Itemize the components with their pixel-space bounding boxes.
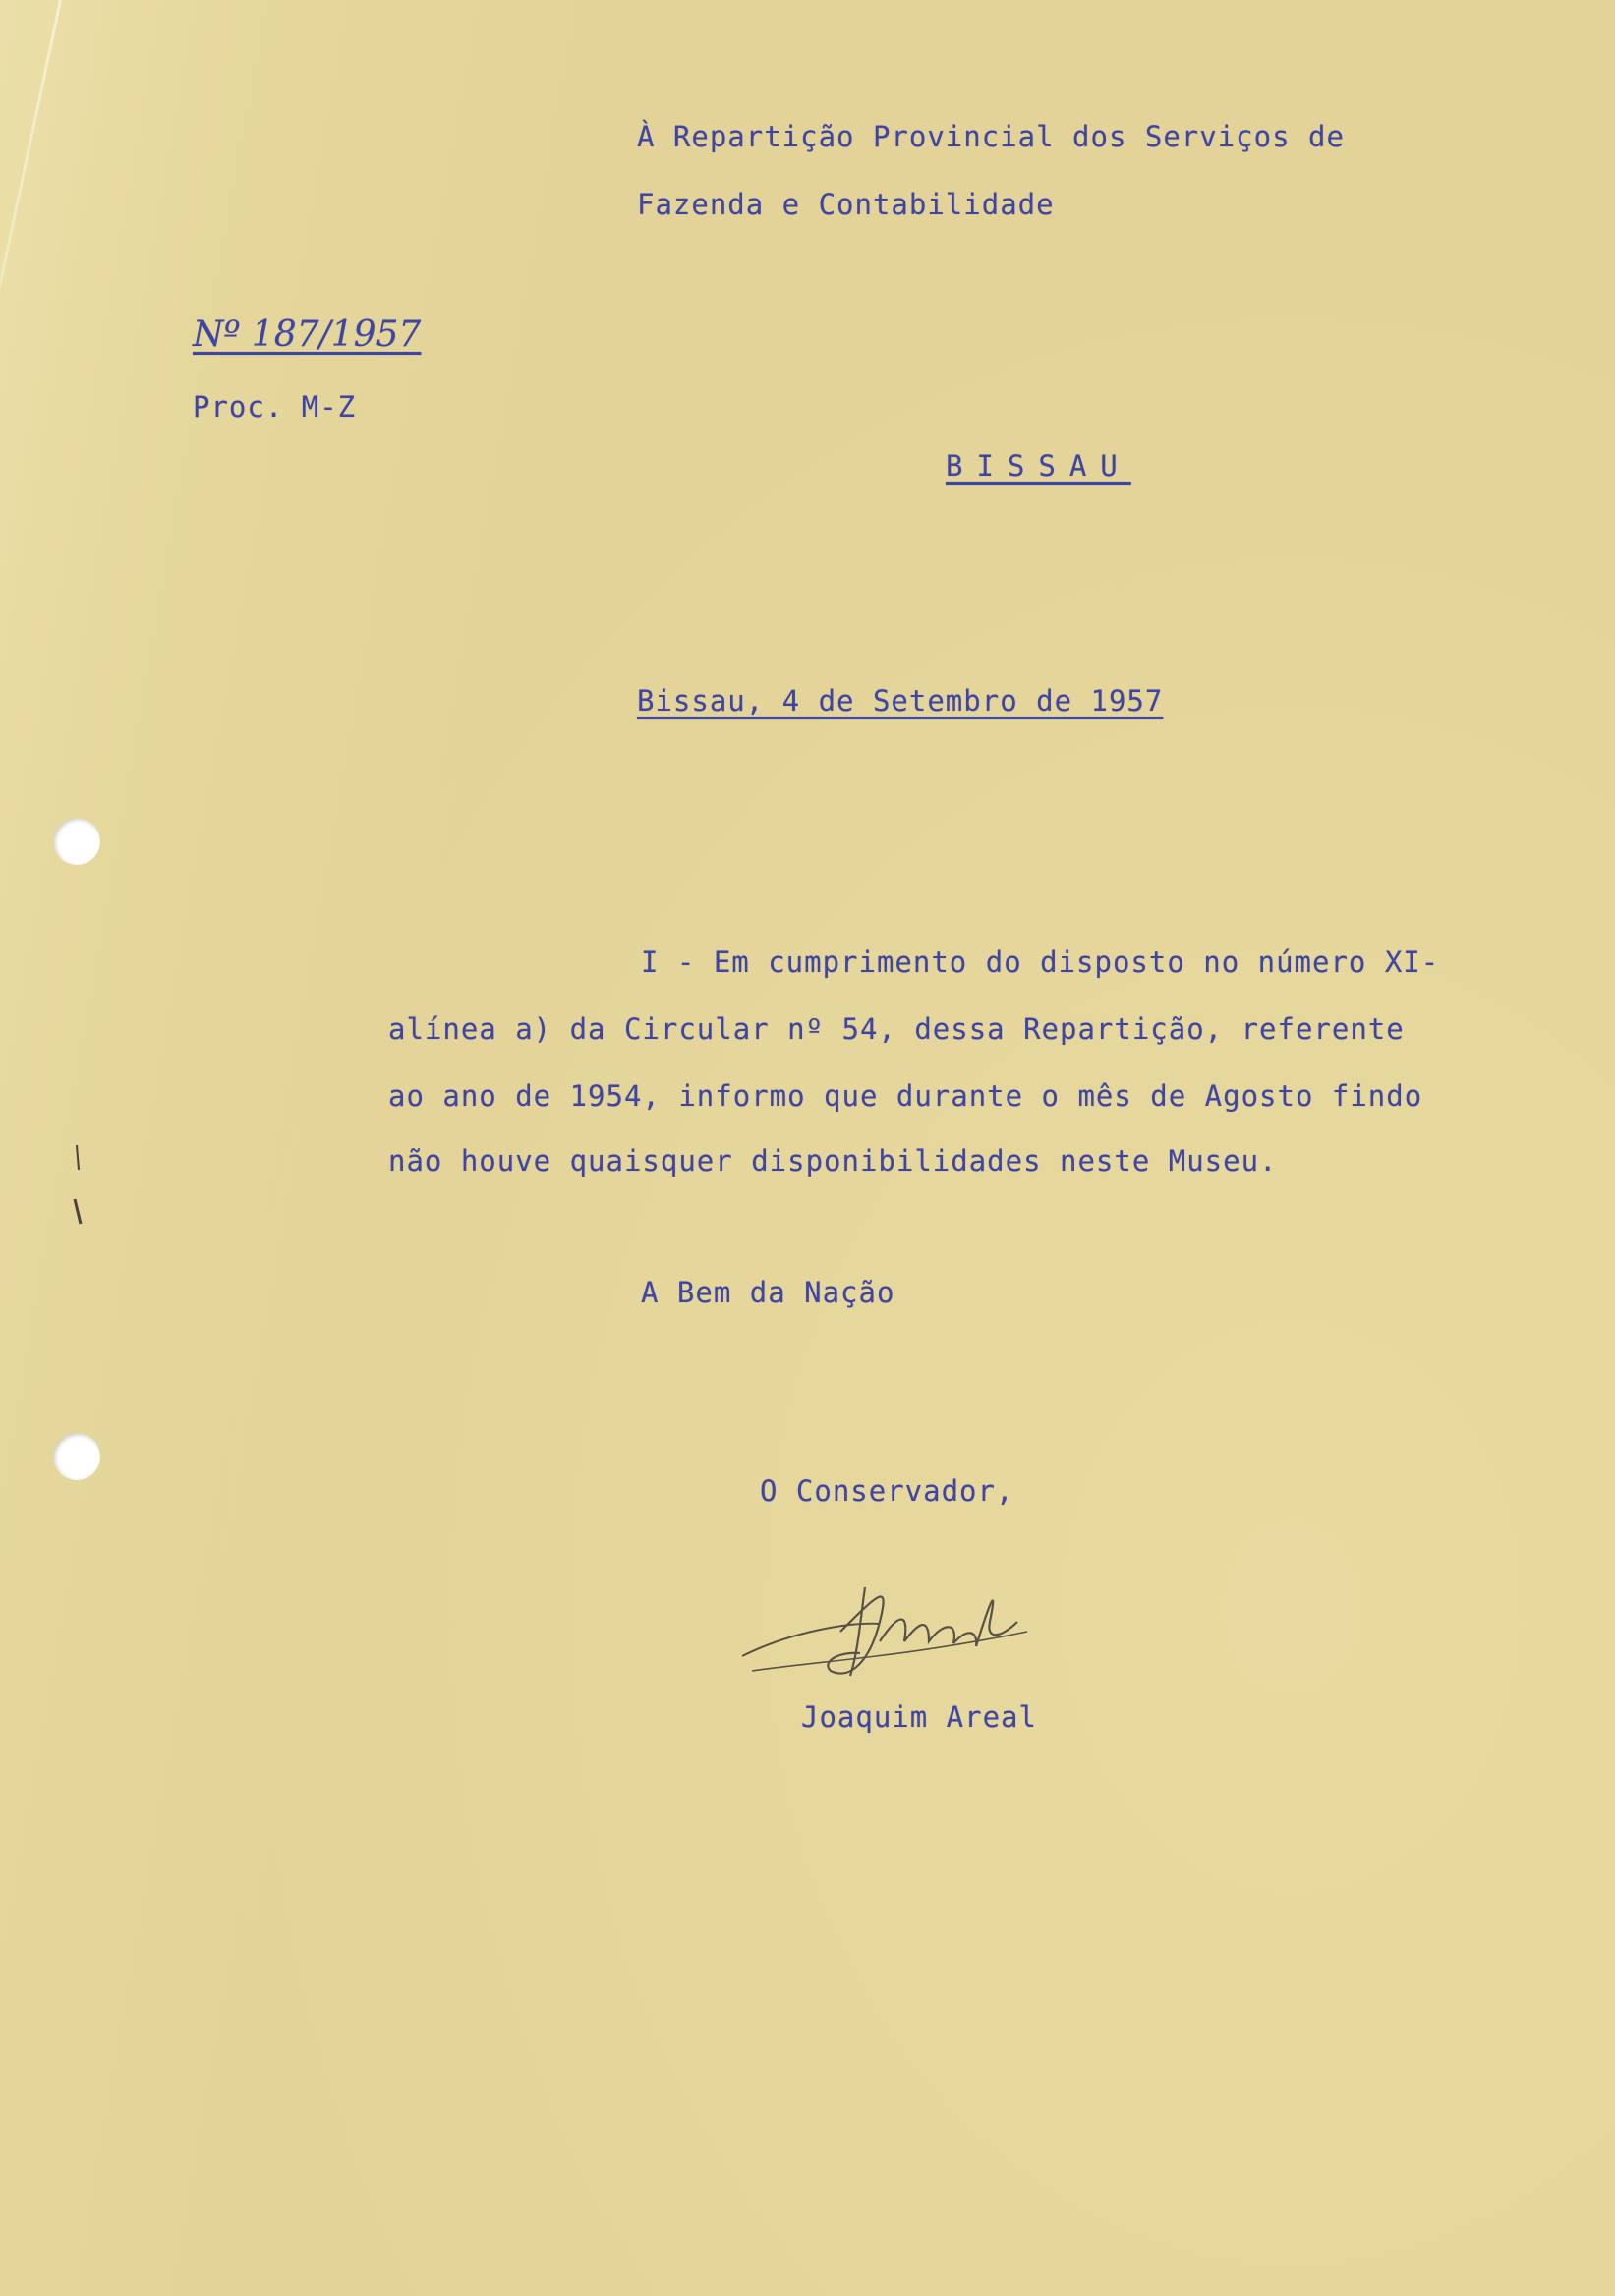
handwritten-signature: [732, 1563, 1067, 1700]
signatory-role: O Conservador,: [760, 1474, 1014, 1508]
punch-hole: [53, 1433, 100, 1480]
destination-city: BISSAU: [946, 449, 1131, 483]
process-reference: Proc. M-Z: [193, 390, 357, 424]
signatory-name: Joaquim Areal: [801, 1700, 1037, 1734]
reference-number: Nº 187/1957: [193, 315, 422, 355]
body-line-1: I - Em cumprimento do disposto no número XI-: [641, 946, 1440, 979]
recipient-line-2: Fazenda e Contabilidade: [637, 188, 1055, 221]
closing-phrase: A Bem da Nação: [641, 1276, 895, 1309]
pencil-mark: [67, 1140, 96, 1229]
body-line-3: ao ano de 1954, informo que durante o mês de Agosto findo: [388, 1079, 1423, 1113]
body-line-4: não houve quaisquer disponibilidades neste Museu.: [388, 1144, 1278, 1177]
recipient-line-1: À Repartição Provincial dos Serviços de: [637, 120, 1345, 153]
punch-hole: [53, 818, 100, 865]
paper-crease: [0, 0, 62, 673]
body-line-2: alínea a) da Circular nº 54, dessa Repartição, referente: [388, 1012, 1405, 1046]
date-line: Bissau, 4 de Setembro de 1957: [637, 684, 1164, 718]
